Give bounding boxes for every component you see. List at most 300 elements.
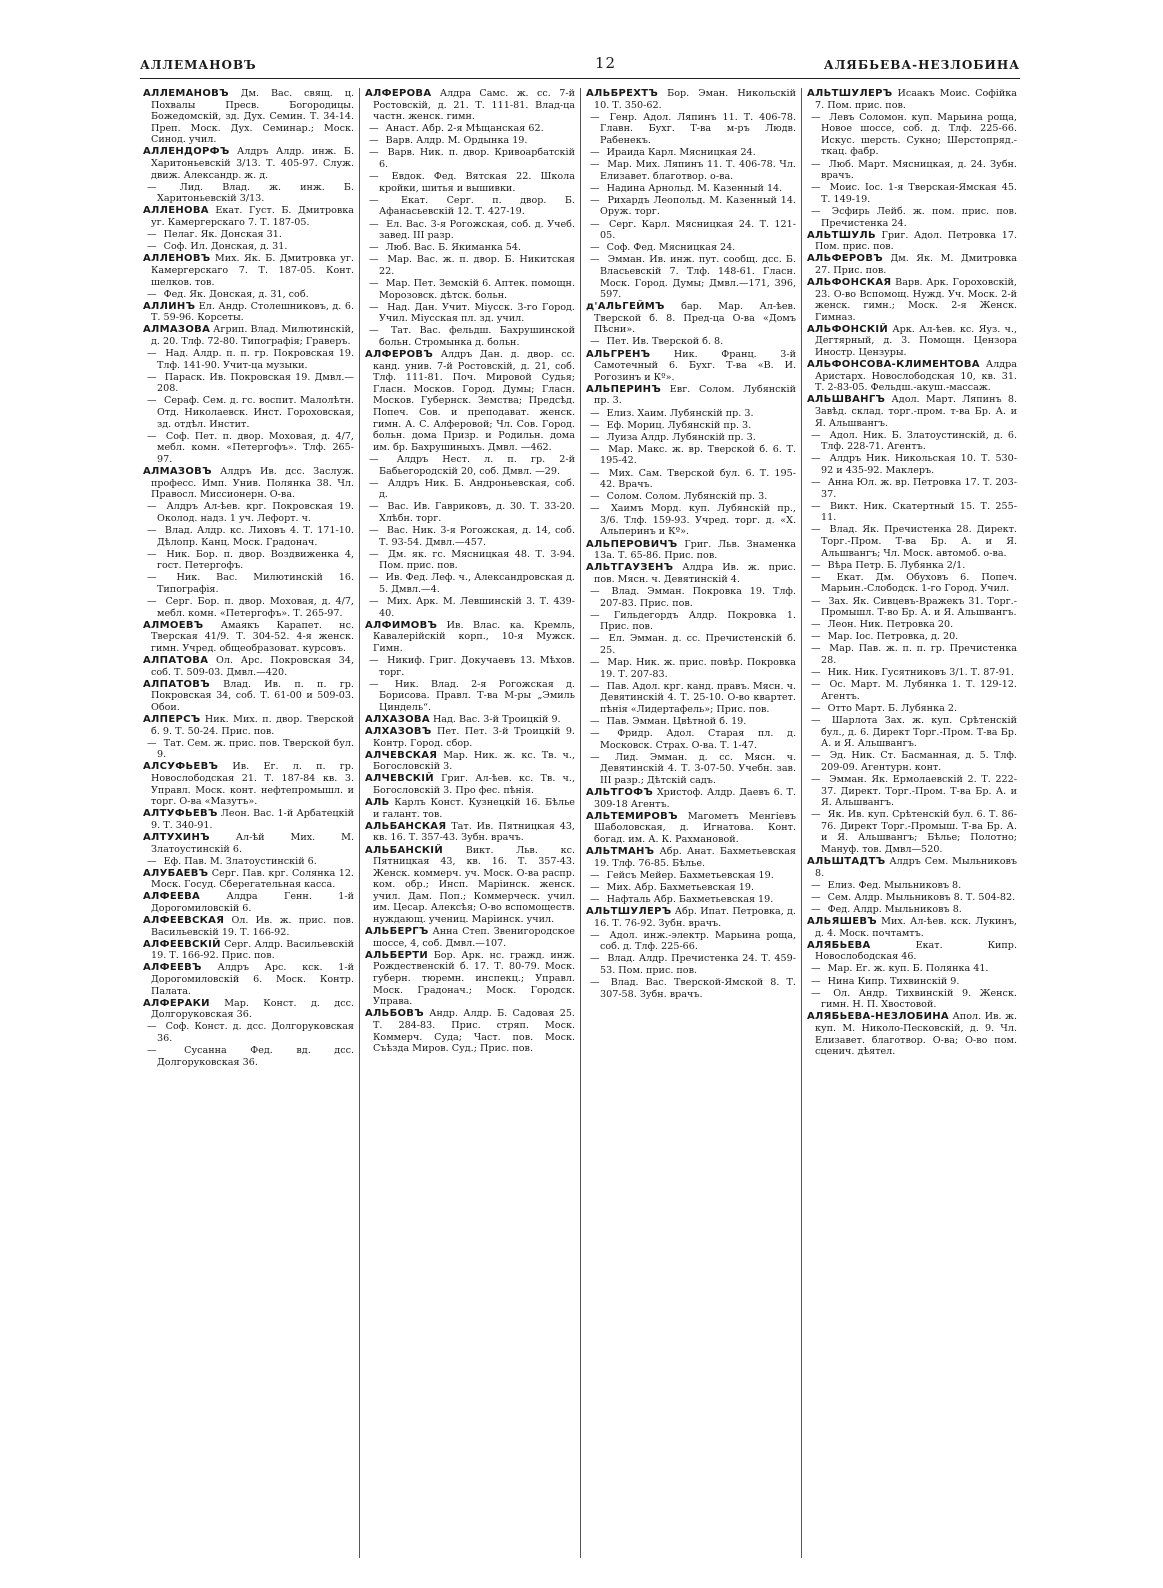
- directory-entry: [365, 254, 575, 277]
- directory-entry: [586, 586, 796, 609]
- entry-details: Шарлота Зах. ж. куп. Срѣтенскiй бул., д. 6. Директ Торг.-Пром. Т-ва Бр. А. и Я. Альшвангъ.: [821, 714, 1017, 750]
- entry-details: Соф. Пет. п. двор. Моховая, д. 4/7, мебл. комн. «Петергофъ». Тлф. 265-97.: [157, 430, 354, 465]
- directory-entry: [365, 679, 575, 714]
- entry-details: Эмман. Як. Ермолаевскiй 2. Т. 222-37. Директ. Торг.-Пром. Т-ва Бр. А. и Я. Альшвангъ.: [821, 773, 1017, 809]
- entry-details: Адол. инж.-электр. Марьина роща, соб. д. Тлф. 225-66.: [600, 929, 796, 953]
- entry-details: Анна Юл. ж. вр. Петровка 17. Т. 203-37.: [821, 477, 1017, 500]
- entry-dash: —: [147, 395, 157, 407]
- directory-entry: [807, 159, 1017, 182]
- entry-details: Еф. Пав. М. Златоустинскiй 6.: [163, 855, 317, 867]
- entry-dash: —: [590, 715, 600, 727]
- directory-entry: [586, 752, 796, 787]
- entry-dash: —: [369, 242, 379, 254]
- entry-details: Луиза Алдр. Лубянскiй пр. 3.: [606, 431, 756, 443]
- directory-entry: [365, 620, 575, 655]
- entry-details: Ив. Фед. Леф. ч., Александровская д. 5. Дмвл.—4.: [379, 572, 575, 595]
- directory-entry: [586, 633, 796, 656]
- entry-details: Пав. Адол. крг. канд. правъ. Мясн. ч. Девятинскiй 4. Т. 25-10. О-во квартет. пѣнiя «Лидертафель»; Прис. пов.: [600, 680, 796, 715]
- entry-details: Алдръ Арс. кск. 1-й Дорогомиловскiй 6. Моск. Контр. Палата.: [151, 962, 354, 997]
- entry-details: Еф. Мориц. Лубянскiй пр. 3.: [606, 419, 752, 431]
- entry-dash: —: [147, 371, 157, 383]
- directory-entry: [365, 88, 575, 123]
- entry-details: Мар. Мих. Ляпинъ 11. Т. 406-78. Чл. Елизавет. благотвор. о-ва.: [600, 159, 796, 182]
- entry-dash: —: [590, 336, 600, 348]
- entry-details: Зах. Як. Сивцевъ-Вражекъ 31. Торг.-Промышл. Т-во Бр. А. и Я. Альшвангъ.: [821, 595, 1017, 619]
- entry-details: Ираида Карл. Мясницкая 24.: [606, 146, 756, 158]
- entry-details: Тат. Вас. фельдш. Бахрушинской больн. Стромынка д. больн.: [379, 325, 575, 348]
- entry-details: Солом. Солом. Лубянскiй пр. 3.: [606, 491, 768, 503]
- entry-details: Мар. Iос. Петровка, д. 20.: [827, 631, 959, 643]
- page-header: [140, 54, 1020, 78]
- entry-dash: —: [811, 182, 821, 194]
- entry-dash: —: [590, 893, 600, 905]
- entry-dash: —: [590, 503, 600, 515]
- directory-entry: [365, 349, 575, 453]
- directory-entry: [143, 205, 354, 228]
- entry-surname: АЛМАЗОВЪ: [143, 466, 212, 477]
- directory-entry: [143, 679, 354, 714]
- entry-surname: АЛЬФОНСКIЙ: [807, 323, 889, 335]
- directory-entry: [586, 384, 796, 407]
- entry-surname: АЛЛЕНОВЪ: [143, 253, 211, 265]
- directory-entry: [365, 797, 575, 820]
- directory-entry: [365, 478, 575, 501]
- entry-dash: —: [147, 288, 157, 300]
- entry-details: Екат. Дм. Обуховъ 6. Попеч. Марьин.-Слободск. 1-го Город. Учил.: [821, 571, 1017, 595]
- entry-surname: АЛСУФЬЕВЪ: [143, 761, 219, 773]
- directory-entry: [586, 183, 796, 195]
- entry-dash: —: [147, 572, 157, 584]
- entry-dash: —: [811, 809, 821, 821]
- entry-dash: —: [369, 135, 379, 147]
- entry-dash: —: [369, 194, 379, 206]
- directory-entry: [365, 549, 575, 572]
- directory-entry: [807, 524, 1017, 559]
- entry-details: Генр. Адол. Ляпинъ 11. Т. 406-78. Главн. Бухг. Т-ва м-ръ Людв. Рабенекъ.: [600, 111, 796, 146]
- directory-entry: [586, 716, 796, 728]
- directory-entry: [586, 147, 796, 159]
- entry-dash: —: [811, 571, 821, 583]
- directory-entry: [586, 408, 796, 420]
- entry-details: Агрип. Влад. Милютинскiй, д. 20. Тлф. 72-80. Типографiя; Граверъ.: [151, 324, 355, 347]
- entry-dash: —: [147, 430, 157, 442]
- directory-entry: [807, 230, 1017, 253]
- directory-entry: [807, 703, 1017, 715]
- entry-details: Ол. Арс. Покровская 34, соб. Т. 509-03. Дмвл.—420.: [151, 655, 354, 678]
- entry-dash: —: [147, 596, 157, 608]
- entry-surname: АЛФЕЕВСКАЯ: [143, 915, 225, 927]
- entry-details: Соф. Конст. д. дсс. Долгоруковская 36.: [157, 1021, 354, 1044]
- directory-entry: [586, 894, 796, 906]
- directory-entry: [807, 572, 1017, 595]
- entry-dash: —: [590, 728, 600, 740]
- entry-details: Амаякъ Карапет. нс. Тверская 41/9. Т. 304-52. 4-я женск. гимн. Учред. общеобразоват. курсовъ.: [151, 619, 354, 654]
- directory-entry: [807, 596, 1017, 619]
- directory-entry: [365, 123, 575, 135]
- directory-entry: [586, 112, 796, 147]
- entry-dash: —: [147, 181, 157, 193]
- entry-dash: —: [369, 453, 379, 465]
- entry-details: Мих. Арк. М. Левшинскiй 3. Т. 439-40.: [379, 596, 575, 619]
- directory-entry: [143, 525, 354, 548]
- directory-entry: [365, 147, 575, 170]
- directory-entry: [365, 525, 575, 548]
- entry-surname: АЛЬТГОФЪ: [586, 787, 654, 799]
- entry-details: Апол. Ив. ж. куп. М. Николо-Песковскiй, д. 9. Чл. Елизавет. благотвор. О-ва; О-во пом. сценич. дѣятел.: [815, 1011, 1017, 1058]
- entry-details: Влад. Алдр. Пречистенка 24. Т. 459-53. Пом. прис. пов.: [600, 953, 796, 976]
- entry-details: Григ. Ал-ѣев. кс. Тв. ч., Богословскiй 3. Про фес. пѣнiя.: [373, 773, 575, 797]
- entry-details: Влад. Вас. Тверской-Ямской 8. Т. 307-58. Зубн. врачъ.: [600, 977, 796, 1000]
- entry-surname: АЛЬТМАНЪ: [586, 846, 655, 857]
- entry-details: Соф. Фед. Мясницкая 24.: [606, 242, 736, 254]
- entry-dash: —: [811, 714, 821, 726]
- directory-entry: [586, 503, 796, 538]
- directory-entry: [143, 761, 354, 807]
- entry-surname: АЛЧЕВСКАЯ: [365, 749, 438, 761]
- entry-details: Над. Вас. 3-й Троицкiй 9.: [432, 713, 561, 725]
- entry-dash: —: [590, 159, 600, 171]
- entry-surname: АЛЬЯШЕВЪ: [807, 916, 877, 928]
- entry-details: Мих. Абр. Бахметьевская 19.: [606, 881, 755, 893]
- entry-details: Эсфирь Лейб. ж. пом. прис. пов. Пречистенка 24.: [821, 205, 1017, 229]
- directory-entry: [365, 950, 575, 1008]
- directory-entry: [143, 431, 354, 466]
- directory-entry: [365, 278, 575, 301]
- directory-entry: [143, 289, 354, 301]
- entry-dash: —: [590, 977, 600, 989]
- entry-details: Леон. Вас. 1-й Арбатецкiй 9. Т. 340-91.: [151, 808, 354, 831]
- entry-dash: —: [369, 572, 379, 584]
- entry-details: Ал-ѣй Мих. М. Златоустинскiй 6.: [151, 831, 354, 855]
- directory-entry: [143, 549, 354, 572]
- entry-surname: АЛЬФЕРОВЪ: [807, 253, 883, 265]
- entry-surname: АЛМАЗОВА: [143, 324, 211, 336]
- entry-surname: АЛЬПЕРИНЪ: [586, 383, 662, 395]
- entry-details: Ник. Франц. 3-й Самотечный 6. Бухг. Т-ва «В. И. Рогозинъ и Кº».: [594, 348, 796, 383]
- entry-details: Ник. Влад. 2-я Рогожская д. Борисова. Правл. Т-ва М-ры „Эмиль Циндель“.: [379, 678, 575, 713]
- directory-entry: [365, 572, 575, 595]
- entry-details: Вас. Ник. 3-я Рогожская, д. 14, соб. Т. 93-54. Дмвл.—457.: [379, 524, 575, 548]
- directory-entry: [365, 821, 575, 844]
- entry-surname: АЛФИМОВЪ: [365, 619, 438, 631]
- entry-details: Мих. Ал-ѣев. кск. Лукинъ, д. 4. Моск. почтамтъ.: [815, 916, 1017, 939]
- entry-details: Лид. Эмман. д. сс. Мясн. ч. Девятинскiй 4. Т. 3-07-50. Учебн. зав. III разр.; Дѣтскiй садъ.: [600, 751, 796, 786]
- entry-dash: —: [590, 751, 600, 763]
- entry-details: Карлъ Конст. Кузнецкiй 16. Бѣлье и галант. тов.: [373, 797, 575, 820]
- entry-surname: АЛЛИНЪ: [143, 300, 196, 312]
- directory-entry: [586, 539, 796, 562]
- entry-dash: —: [811, 879, 821, 891]
- entry-details: Мар. Ег. ж. куп. Б. Полянка 41.: [827, 963, 989, 975]
- entry-details: Алдръ Ив. дсс. Заслуж. професс. Имп. Унив. Полянка 38. Чл. Правосл. Миссионерн. О-ва.: [151, 466, 354, 501]
- directory-entry: [143, 324, 354, 347]
- entry-details: Григ. Адол. Петровка 17. Пом. прис. пов.: [815, 229, 1017, 253]
- directory-entry: [807, 916, 1017, 939]
- entry-dash: —: [811, 773, 821, 785]
- directory-entry: [143, 241, 354, 253]
- directory-entry: [807, 453, 1017, 476]
- directory-entry: [807, 1011, 1017, 1057]
- directory-entry: [365, 926, 575, 949]
- entry-dash: —: [590, 419, 600, 431]
- entry-details: Ол. Андр. Тихвинскiй 9. Женск. гимн. Н. П. Хвостовой.: [821, 987, 1017, 1011]
- entry-dash: —: [147, 1045, 157, 1057]
- entry-details: Сусанна Фед. вд. дсс. Долгоруковская 36.: [157, 1045, 354, 1068]
- directory-entry: [143, 998, 354, 1021]
- entry-dash: —: [811, 903, 821, 915]
- directory-entry: [586, 444, 796, 467]
- column-4: [801, 88, 1022, 1558]
- entry-dash: —: [590, 146, 600, 158]
- directory-entry: [586, 562, 796, 585]
- entry-details: Нафталь Абр. Бахметьевская 19.: [606, 893, 774, 905]
- entry-details: Ник. Вас. Милютинскiй 16. Типографiя.: [157, 572, 354, 595]
- directory-entry: [586, 242, 796, 254]
- entry-details: Пелаг. Як. Донская 31.: [163, 229, 282, 241]
- entry-dash: —: [590, 407, 600, 419]
- directory-entry: [807, 880, 1017, 892]
- entry-dash: —: [811, 158, 821, 170]
- entry-details: Параск. Ив. Покровская 19. Дмвл.—208.: [157, 371, 354, 395]
- entry-surname: АЛФЕЕВСКIЙ: [143, 938, 221, 950]
- directory-entry: [365, 726, 575, 749]
- directory-entry: [807, 809, 1017, 855]
- entry-details: Арк. Ал-ѣев. кс. Яуз. ч., Дегтярный, д. 3. Помощн. Цензора Иностр. Цензуры.: [815, 323, 1017, 359]
- entry-details: Эд. Ник. Ст. Басманная, д. 5. Тлф. 209-09. Агентурн. конт.: [821, 750, 1017, 773]
- entry-details: Влад. Ив. п. п. гр. Покровская 34, соб. Т. 61-00 и 509-03. Обои.: [151, 678, 354, 713]
- directory-entry: [586, 610, 796, 633]
- entry-details: Вас. Ив. Гавриковъ, д. 30. Т. 33-20. Хлѣбн. торг.: [379, 501, 575, 524]
- entry-details: Ник. Ник. Гусятниковъ 3/1. Т. 87-91.: [827, 667, 1014, 679]
- entry-details: Над. Дан. Учит. Мiусск. 3-го Город. Учил. Мiусская пл. зд. учил.: [379, 301, 575, 325]
- entry-details: Фед. Як. Донская, д. 31, соб.: [163, 288, 309, 300]
- entry-dash: —: [811, 500, 821, 512]
- directory-entry: [586, 349, 796, 384]
- directory-entry: [586, 953, 796, 976]
- entry-dash: —: [369, 278, 379, 289]
- directory-entry: [586, 846, 796, 869]
- entry-surname: АЛЯБЬЕВА: [807, 939, 871, 951]
- entry-surname: АЛЬШВАНГЪ: [807, 394, 886, 406]
- entry-dash: —: [147, 524, 157, 536]
- directory-entry: [586, 787, 796, 810]
- entry-details: Анна Степ. Звенигородское шоссе, 4, соб. Дмвл.—107.: [373, 926, 575, 949]
- entry-details: Влад. Алдр. кс. Лиховъ 4. Т. 171-10. Дѣлопр. Канц. Моск. Градонач.: [157, 524, 355, 548]
- directory-entry: [807, 715, 1017, 750]
- directory-entry: [807, 774, 1017, 809]
- entry-surname: АЛЬТШУЛЬ: [807, 229, 876, 241]
- entry-details: Алдръ Сем. Мыльниковъ 8.: [815, 856, 1017, 879]
- directory-entry: [143, 891, 354, 914]
- entry-details: Алдра Ив. ж. прис. пов. Мясн. ч. Девятинскiй 4.: [594, 562, 796, 585]
- running-head-left: АЛЛЕМАНОВЪ: [140, 58, 257, 72]
- entry-dash: —: [369, 524, 379, 536]
- entry-details: Андр. Алдр. Б. Садовая 25. Т. 284-83. Прис. стряп. Моск. Коммерч. Суда; Част. пов. Моск. Съѣзда Миров. Суд.; Прис. пов.: [373, 1008, 575, 1055]
- directory-entry: [807, 477, 1017, 500]
- entry-details: Моис. Iос. 1-я Тверская-Ямская 45. Т. 149-19.: [821, 182, 1017, 205]
- directory-entry: [143, 348, 354, 371]
- entry-dash: —: [590, 929, 600, 941]
- entry-dash: —: [590, 953, 600, 965]
- directory-entry: [807, 430, 1017, 453]
- directory-columns: [138, 88, 1022, 1558]
- entry-dash: —: [369, 218, 379, 230]
- directory-entry: [586, 301, 796, 336]
- entry-surname: АЛЬПЕРОВИЧЪ: [586, 538, 678, 550]
- directory-entry: [143, 572, 354, 595]
- directory-entry: [365, 655, 575, 678]
- entry-details: Лид. Влад. ж. инж. Б. Харитоньевскiй 3/13.: [157, 181, 354, 205]
- entry-surname: АЛЛЕНДОРФЪ: [143, 146, 230, 158]
- entry-details: Ол. Ив. ж. прис. пов. Васильевскiй 19. Т. 166-92.: [151, 915, 354, 938]
- entry-details: Сераф. Сем. д. гс. воспит. Малолѣтн. Отд. Николаевск. Инст. Гороховская, зд. отдѣл. Инстит.: [157, 395, 354, 430]
- entry-details: Мар. Конст. д. дсс. Долгоруковская 36.: [151, 997, 354, 1021]
- entry-dash: —: [147, 1021, 157, 1033]
- entry-details: Вѣра Петр. Б. Лубянка 2/1.: [827, 559, 966, 571]
- entry-details: Екат. Кипр. Новослободская 46.: [815, 939, 1017, 963]
- entry-surname: АЛТУХИНЪ: [143, 831, 210, 843]
- directory-entry: [586, 468, 796, 491]
- entry-details: Евг. Солом. Лубянскiй пр. 3.: [594, 383, 796, 407]
- directory-entry: [365, 135, 575, 147]
- directory-entry: [365, 773, 575, 796]
- directory-entry: [586, 882, 796, 894]
- entry-details: Викт. Льв. кс. Пятницкая 43, кв. 16. Т. 357-43. Женск. коммерч. уч. Моск. О-ва распр. ком. обр.; Инсп. Марiинск. женск. учил. Дам. Поп.; Коммерческ. учил. им. Цесар. Алексѣя; О-во вспомоществ. нуждающ. учениц. Марiинск. учил.: [373, 844, 575, 926]
- entry-dash: —: [811, 524, 821, 536]
- directory-entry: [143, 620, 354, 655]
- entry-dash: —: [369, 655, 379, 666]
- entry-dash: —: [590, 467, 600, 479]
- directory-entry: [807, 976, 1017, 988]
- entry-dash: —: [590, 431, 600, 443]
- entry-surname: АЛХАЗОВА: [365, 713, 430, 725]
- directory-entry: [807, 940, 1017, 963]
- directory-entry: [143, 146, 354, 181]
- directory-entry: [365, 596, 575, 619]
- directory-entry: [586, 977, 796, 1000]
- directory-entry: [807, 277, 1017, 323]
- entry-details: Екат. Серг. п. двор. Б. Афанасьевскiй 12. Т. 427-19.: [379, 194, 575, 218]
- entry-details: Люб. Вас. Б. Якиманка 54.: [385, 242, 522, 254]
- directory-entry: [807, 904, 1017, 916]
- entry-details: Серг. Бор. п. двор. Моховая, д. 4/7, мебл. комн. «Петергофъ». Т. 265-97.: [157, 596, 354, 619]
- entry-dash: —: [590, 443, 600, 455]
- column-1: [138, 88, 359, 1558]
- directory-entry: [143, 832, 354, 855]
- entry-dash: —: [590, 609, 600, 621]
- directory-entry: [586, 906, 796, 929]
- directory-entry: [586, 420, 796, 432]
- entry-dash: —: [811, 975, 821, 987]
- entry-surname: АЛЬШТАДТЪ: [807, 856, 886, 868]
- entry-details: Ел. Вас. 3-я Рогожская, соб. д. Учеб. завед. III разр.: [379, 218, 575, 242]
- entry-dash: —: [590, 491, 600, 503]
- entry-surname: АЛЬБАНСКIЙ: [365, 844, 443, 856]
- entry-details: Ел. Андр. Столешниковъ, д. 6. Т. 59-96. Корсеты.: [151, 300, 354, 324]
- entry-dash: —: [369, 596, 379, 608]
- directory-entry: [365, 750, 575, 773]
- entry-dash: —: [590, 680, 600, 692]
- column-2: [359, 88, 580, 1558]
- directory-entry: [143, 738, 354, 761]
- directory-entry: [807, 643, 1017, 666]
- entry-surname: АЛЬТШУЛЕРЪ: [807, 88, 893, 99]
- entry-details: Сем. Алдр. Мыльниковъ 8. Т. 504-82.: [827, 891, 1016, 903]
- directory-entry: [143, 182, 354, 205]
- entry-details: Адол. Ник. Б. Златоустинскiй, д. 6. Тлф. 228-71. Агентъ.: [821, 429, 1017, 453]
- entry-details: Елиз. Хаим. Лубянскiй пр. 3.: [606, 407, 754, 419]
- directory-entry: [143, 301, 354, 324]
- entry-dash: —: [811, 559, 821, 571]
- entry-dash: —: [147, 241, 157, 253]
- entry-dash: —: [811, 643, 821, 655]
- directory-entry: [365, 171, 575, 194]
- entry-dash: —: [811, 963, 821, 975]
- directory-entry: [807, 324, 1017, 359]
- directory-entry: [365, 1008, 575, 1054]
- directory-entry: [586, 811, 796, 846]
- directory-entry: [365, 219, 575, 242]
- directory-entry: [365, 845, 575, 926]
- entry-surname: АЛЬБОВЪ: [365, 1008, 424, 1020]
- entry-surname: АЛФЕРАКИ: [143, 997, 210, 1009]
- entry-surname: АЛФЕРОВА: [365, 88, 432, 99]
- directory-entry: [365, 302, 575, 325]
- entry-dash: —: [811, 679, 821, 691]
- entry-dash: —: [369, 147, 379, 159]
- entry-dash: —: [369, 548, 379, 560]
- entry-dash: —: [147, 737, 157, 749]
- entry-details: Соф. Ил. Донская, д. 31.: [163, 241, 288, 253]
- directory-entry: [143, 962, 354, 997]
- entry-dash: —: [369, 678, 379, 690]
- entry-details: Алдра Генн. 1-й Дорогомиловскiй 6.: [151, 891, 354, 914]
- entry-details: Ос. Март. М. Лубянка 1. Т. 129-12. Агентъ.: [821, 679, 1017, 702]
- entry-details: Варв. Алдр. М. Ордынка 19.: [385, 135, 528, 147]
- entry-details: Варв. Арк. Гороховскiй, 23. О-во Вспомощ. Нужд. Уч. Моск. 2-й женск. гимн.; Моск. 2-я Женск. Гимназ.: [815, 277, 1017, 323]
- directory-entry: [143, 714, 354, 737]
- entry-details: Абр. Анат. Бахметьевская 19. Тлф. 76-85. Бѣлье.: [594, 846, 796, 869]
- entry-details: Надина Арнольд. М. Казенный 14.: [606, 182, 783, 194]
- entry-details: Пет. Пет. 3-й Троицкiй 9. Контр. Город. сбор.: [373, 726, 575, 749]
- entry-surname: АЛЬФОНСКАЯ: [807, 277, 892, 288]
- directory-entry: [807, 206, 1017, 229]
- entry-surname: АЛТУФЬЕВЪ: [143, 808, 218, 820]
- entry-dash: —: [590, 194, 600, 206]
- entry-details: Мар. Вас. ж. п. двор. Б. Никитская 22.: [379, 254, 575, 277]
- directory-entry: [143, 808, 354, 831]
- entry-dash: —: [369, 171, 379, 183]
- entry-dash: —: [811, 429, 821, 441]
- directory-entry: [586, 870, 796, 882]
- directory-entry: [143, 856, 354, 868]
- entry-surname: АЛЬТШУЛЕРЪ: [586, 905, 672, 917]
- entry-surname: АЛЬФОНСОВА-КЛИМЕНТОВА: [807, 359, 980, 371]
- entry-details: Рихардъ Леопольд. М. Казенный 14. Оруж. торг.: [600, 194, 796, 218]
- entry-details: Магометъ Менгiевъ Шаболовская, д. Игнатова. Конт. богад. им. А. К. Рахмановой.: [594, 810, 796, 845]
- entry-dash: —: [811, 667, 821, 679]
- directory-entry: [365, 454, 575, 477]
- entry-dash: —: [147, 855, 157, 867]
- entry-details: Серг. Алдр. Васильевскiй 19. Т. 166-92. Прис. пов.: [151, 938, 354, 962]
- directory-entry: [807, 182, 1017, 205]
- directory-entry: [365, 195, 575, 218]
- entry-surname: АЛЬГРЕНЪ: [586, 348, 651, 360]
- entry-details: Мих. Сам. Тверской бул. 6. Т. 195-42. Врачъ.: [600, 467, 796, 491]
- entry-details: Алдръ Алдр. инж. Б. Харитоньевскiй 3/13. Т. 405-97. Служ. движ. Александр. ж. д.: [151, 146, 354, 181]
- entry-details: Варв. Ник. п. двор. Кривоарбатскiй 6.: [379, 147, 575, 171]
- directory-entry: [586, 195, 796, 218]
